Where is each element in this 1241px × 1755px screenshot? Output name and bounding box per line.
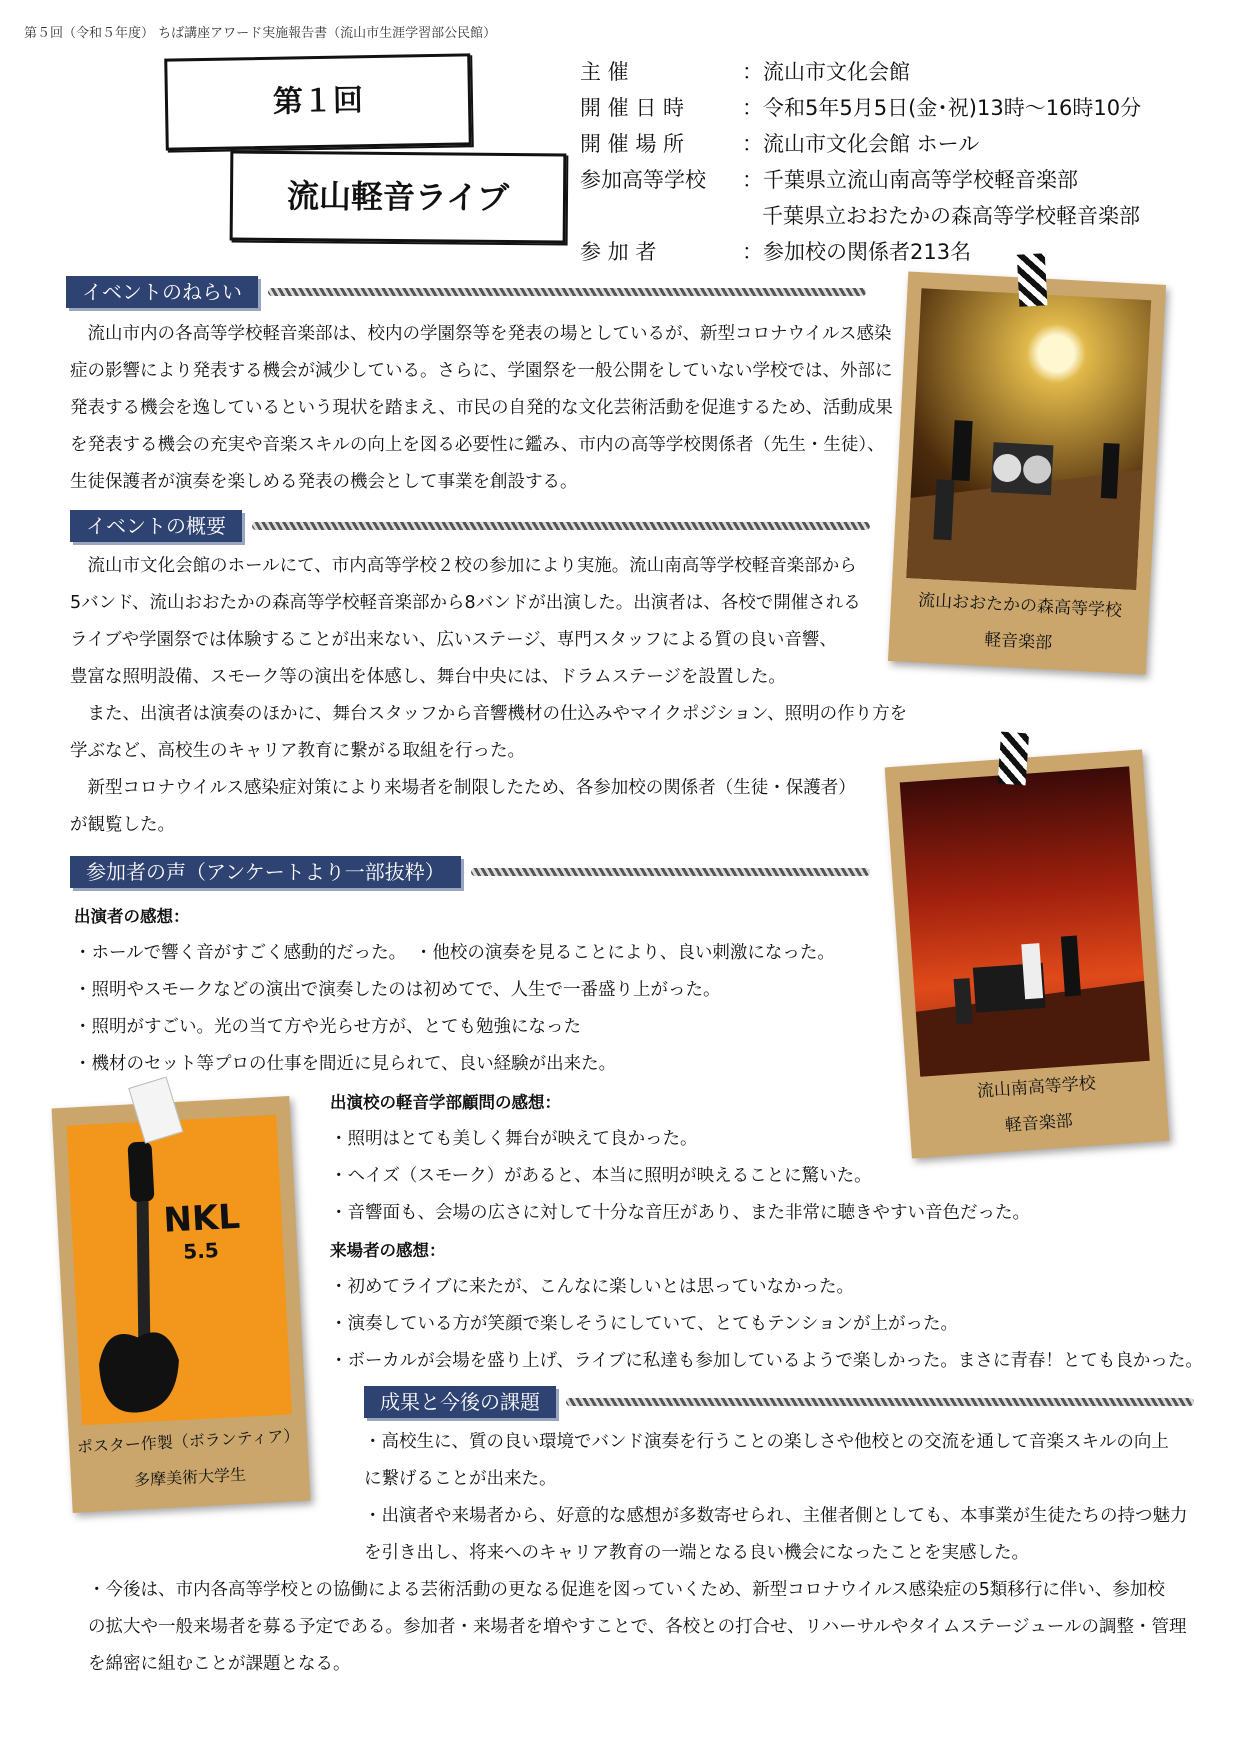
info-key: 開 催 場 所 [580,132,685,156]
rope-divider [566,1398,1194,1406]
info-value: ：千葉県立流山南高等学校軽音楽部 [742,168,1078,192]
voice-item: ・ホールで響く音がすごく感動的だった。 ・他校の演奏を見ることにより、良い刺激になった。 [74,943,835,963]
info-value: 千葉県立おおたかの森高等学校軽音楽部 [762,204,1140,228]
caption-line: ポスター作製（ボランティア） [76,1425,300,1457]
info-row [580,90,1230,126]
aim-body [70,316,930,501]
paragraph-line: 5バンド、流山おおたかの森高等学校軽音楽部から8バンドが出演した。出演者は、各校で開催される [70,593,861,613]
performers-voices [74,898,934,1083]
paragraph-line: ・出演者や来場者から、好意的な感想が多数寄せられ、主催者側としても、本事業が生徒たちの持つ魅力 [364,1506,1188,1526]
title-banner-name: 流山軽音ライブ [230,151,567,244]
subheading: 出演校の軽音学部顧問の感想： [330,1093,561,1112]
photo-frame-minami [885,749,1170,1158]
band-silhouette-icon [906,288,1151,590]
photo-caption [68,1418,309,1502]
event-info [580,54,1230,270]
tape-decoration [998,732,1030,786]
tape-decoration [1017,253,1048,306]
info-row [580,198,1230,234]
stage-photo [906,288,1151,590]
paragraph-line: ・今後は、市内各高等学校との協働による芸術活動の更なる促進を図っていくため、新型コロナウイルス感染症の5類移行に伴い、参加校 [88,1580,1165,1600]
section-header-voices [70,856,870,888]
section-header-aim [66,276,866,308]
voice-item: ・ヘイズ（スモーク）があると、本当に照明が映えることに驚いた。 [330,1166,872,1186]
poster-frame [52,1096,311,1513]
info-value: ：令和5年5月5日(金･祝)13時～16時10分 [742,96,1142,120]
photo-frame-otakanomori [888,272,1166,675]
info-row [580,234,1230,270]
voice-item: ・照明やスモークなどの演出で演奏したのは初めてで、人生で一番盛り上がった。 [74,980,721,1000]
paragraph-line: 流山市文化会館のホールにて、市内高等学校２校の参加により実施。流山南高等学校軽音楽部から [70,556,857,576]
info-key: 開 催 日 時 [580,96,685,120]
caption-line: 多摩美術大学生 [133,1464,247,1490]
caption-line: 流山おおたかの森高等学校 [917,590,1123,622]
paragraph-line: を引き出し、将来へのキャリア教育の一端となる良い機会になったことを実感した。 [364,1543,1029,1563]
section-title: 参加者の声（アンケートより一部抜粋） [70,856,461,888]
rope-divider [471,868,870,876]
paragraph-line: の拡大や一般来場者を募る予定である。参加者・来場者を増やすことで、各校との打合せ、リハーサルやタイムステージュールの調整・管理 [88,1617,1187,1637]
paragraph-line: 症の影響により発表する機会が減少している。さらに、学園祭を一般公開をしていない学校では、外部に [70,361,893,381]
info-value: ：参加校の関係者213名 [742,240,972,264]
info-key: 参加高等学校 [580,168,706,192]
voice-item: ・照明がすごい。光の当て方や光らせ方が、とても勉強になった [74,1017,581,1037]
voice-item: ・ボーカルが会場を盛り上げ、ライブに私達も参加しているようで楽しかった。まさに青春！とても良かった。 [330,1351,1203,1371]
paragraph-line: 新型コロナウイルス感染症対策により来場者を制限したため、各参加校の関係者（生徒・保護者） [70,778,856,798]
paragraph-line: 流山市内の各高等学校軽音楽部は、校内の学園祭等を発表の場としているが、新型コロナウイルス感染 [70,324,892,344]
poster-date: 5.5 [182,1237,220,1264]
voice-item: ・機材のセット等プロの仕事を間近に見られて、良い経験が出来た。 [74,1054,617,1074]
paragraph-line: 豊富な照明設備、スモーク等の演出を体感し、舞台中央には、ドラムステージを設置した。 [70,667,786,687]
info-row [580,126,1230,162]
info-value: ：流山市文化会館 [742,60,910,84]
paragraph-line: ライブや学園祭では体験することが出来ない、広いステージ、専門スタッフによる質の良い音響、 [70,630,837,650]
poster-image [66,1115,291,1426]
results-future [88,1572,1233,1683]
stage-photo [900,766,1150,1076]
section-title: 成果と今後の課題 [364,1386,556,1418]
title-banner-number: 第１回 [164,53,472,150]
paragraph-line: を発表する機会の充実や音楽スキルの向上を図る必要性に鑑み、市内の高等学校関係者（先生・生徒）、 [70,435,885,455]
caption-line: 軽音楽部 [983,630,1053,654]
voice-item: ・音響面も、会場の広さに対して十分な音圧があり、また非常に聴きやすい音色だった。 [330,1203,1030,1223]
info-key [580,198,762,234]
results-body [364,1424,1234,1572]
subheading: 出演者の感想： [74,907,190,926]
info-row [580,162,1230,198]
rope-divider [252,522,870,530]
guitar-icon [66,1115,291,1426]
paragraph-line: 生徒保護者が演奏を楽しめる発表の機会として事業を創設する。 [70,472,578,492]
poster-logo: NKL [162,1196,242,1241]
section-title: イベントのねらい [66,276,258,308]
paragraph-line: ・高校生に、質の良い環境でバンド演奏を行うことの楽しさや他校との交流を通して音楽スキルの向上 [364,1432,1169,1452]
overview-body [70,548,930,844]
paragraph-line: また、出演者は演奏のほかに、舞台スタッフから音響機材の仕込みやマイクポジション、照明の作り方を [70,704,908,724]
section-title: イベントの概要 [70,510,242,542]
subheading: 来場者の感想： [330,1241,446,1260]
paragraph-line: が観覧した。 [70,815,175,835]
voice-item: ・演奏している方が笑顔で楽しそうにしていて、とてもテンションが上がった。 [330,1314,958,1334]
rope-divider [268,288,866,296]
band-silhouette-icon [900,766,1150,1076]
photo-caption [888,581,1149,666]
info-value: ：流山市文化会館 ホール [742,132,980,156]
info-row [580,54,1230,90]
section-header-results [364,1386,1194,1418]
section-header-overview [70,510,870,542]
paragraph-line: 学ぶなど、高校生のキャリア教育に繋がる取組を行った。 [70,741,525,761]
paragraph-line: を綿密に組むことが課題となる。 [88,1654,351,1674]
header-note: 第５回（令和５年度） ちば講座アワード実施報告書（流山市生涯学習部公民館） [24,26,497,41]
paragraph-line: に繋げることが出来た。 [364,1469,557,1489]
voice-item: ・初めてライブに来たが、こんなに楽しいとは思っていなかった。 [330,1277,854,1297]
caption-line: 流山南高等学校 [976,1073,1097,1102]
caption-line: 軽音楽部 [1004,1111,1074,1136]
info-key: 主 催 [580,60,629,84]
info-key: 参 加 者 [580,240,657,264]
paragraph-line: 発表する機会を逸しているという現状を踏まえ、市民の自発的な文化芸術活動を促進するため、活動成果 [70,398,893,418]
voice-item: ・照明はとても美しく舞台が映えて良かった。 [330,1129,698,1149]
